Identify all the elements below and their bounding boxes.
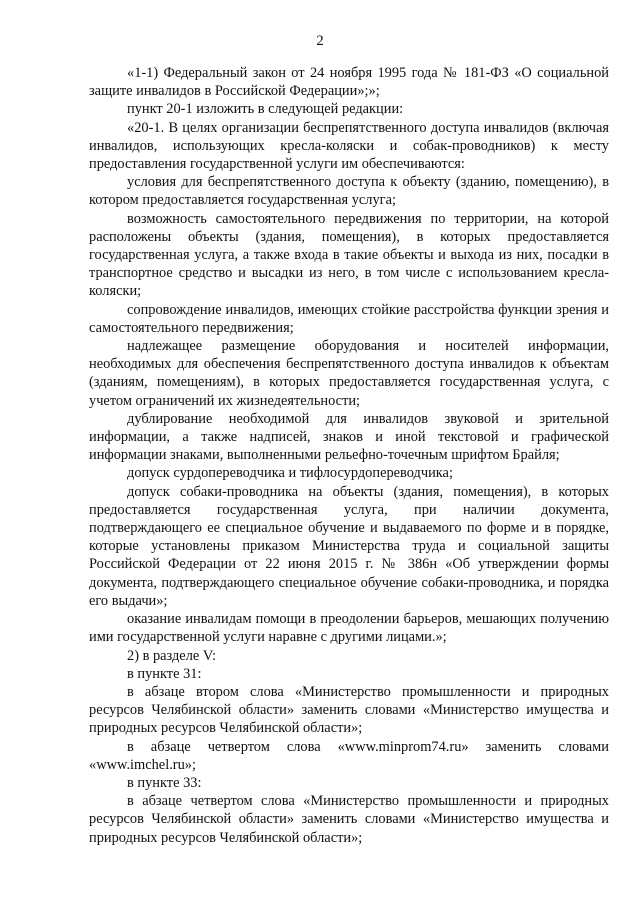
paragraph-instruction-20-1: пункт 20-1 изложить в следующей редакции: bbox=[127, 101, 404, 118]
paragraph-20-1-intro: «20-1. В целях организации беспрепятственного доступа инвалидов (включая инвалидов, использующих кресла-коляски и собак-проводников) к месту предоставления государственной услуги им обеспечиваются: bbox=[89, 119, 609, 173]
paragraph-point-31: в пункте 31: bbox=[127, 665, 202, 682]
paragraph-33-fourth-abzac: в абзаце четвертом слова «Министерство промышленности и природных ресурсов Челябинской области» заменить словами «Министерство имущества и природных ресурсов Челябинской области»; bbox=[89, 793, 609, 846]
paragraph-point-33: в пункте 33: bbox=[127, 774, 202, 791]
paragraph-independent-movement: возможность самостоятельного передвижения по территории, на которой расположены объекты (здания, помещения), в которых предоставляется государственная услуга, а также входа в такие объекты и выхода из них, посадки в транспортное средство и высадки из него, в том числе с использованием кресла-коляски; bbox=[89, 210, 609, 300]
paragraph-interpreter-admission: допуск сурдопереводчика и тифлосурдопереводчика; bbox=[127, 465, 453, 482]
paragraph-31-second-abzac: в абзаце втором слова «Министерство промышленности и природных ресурсов Челябинской области» заменить словами «Министерство имущества и природных ресурсов Челябинской области»; bbox=[89, 683, 609, 737]
paragraph-equipment-placement: надлежащее размещение оборудования и носителей информации, необходимых для обеспечения беспрепятственного доступа инвалидов к объектам (зданиям, помещениям), в которых предоставляется государственная услуга, с учетом ограничений их жизнедеятельности; bbox=[89, 338, 609, 409]
page-number: 2 bbox=[316, 33, 324, 49]
paragraph-escort: сопровождение инвалидов, имеющих стойкие расстройства функции зрения и самостоятельного передвижения; bbox=[89, 301, 609, 336]
paragraph-section-v: 2) в разделе V: bbox=[127, 647, 217, 664]
document-body bbox=[89, 64, 609, 847]
paragraph-barrier-help: оказание инвалидам помощи в преодолении барьеров, мешающих получению ими государственной услуги наравне с другими лицами.»; bbox=[89, 611, 609, 646]
paragraph-law-reference: «1-1) Федеральный закон от 24 ноября 1995 года № 181-ФЗ «О социальной защите инвалидов в Российской Федерации»;»; bbox=[89, 65, 609, 100]
paragraph-access-conditions: условия для беспрепятственного доступа к объекту (зданию, помещению), в котором предоставляется государственная услуга; bbox=[89, 174, 609, 209]
paragraph-31-fourth-abzac: в абзаце четвертом слова «www.minprom74.ru» заменить словами «www.imchel.ru»; bbox=[89, 738, 609, 773]
paragraph-guide-dog: допуск собаки-проводника на объекты (здания, помещения), в которых предоставляется государственная услуга, при наличии документа, подтверждающего ее специальное обучение и выдаваемого по форме и в порядке, которые установлены приказом Министерства труда и социальной защиты Российской Федерации от 22 июня 2015 г. № 386н «Об утверждении формы документа, подтверждающего специальное обучение собаки-проводника, и порядка его выдачи»; bbox=[89, 483, 609, 609]
paragraph-info-duplication: дублирование необходимой для инвалидов звуковой и зрительной информации, а также надписей, знаков и иной текстовой и графической информации знаками, выполненными рельефно-точечным шрифтом Брайля; bbox=[89, 410, 609, 464]
